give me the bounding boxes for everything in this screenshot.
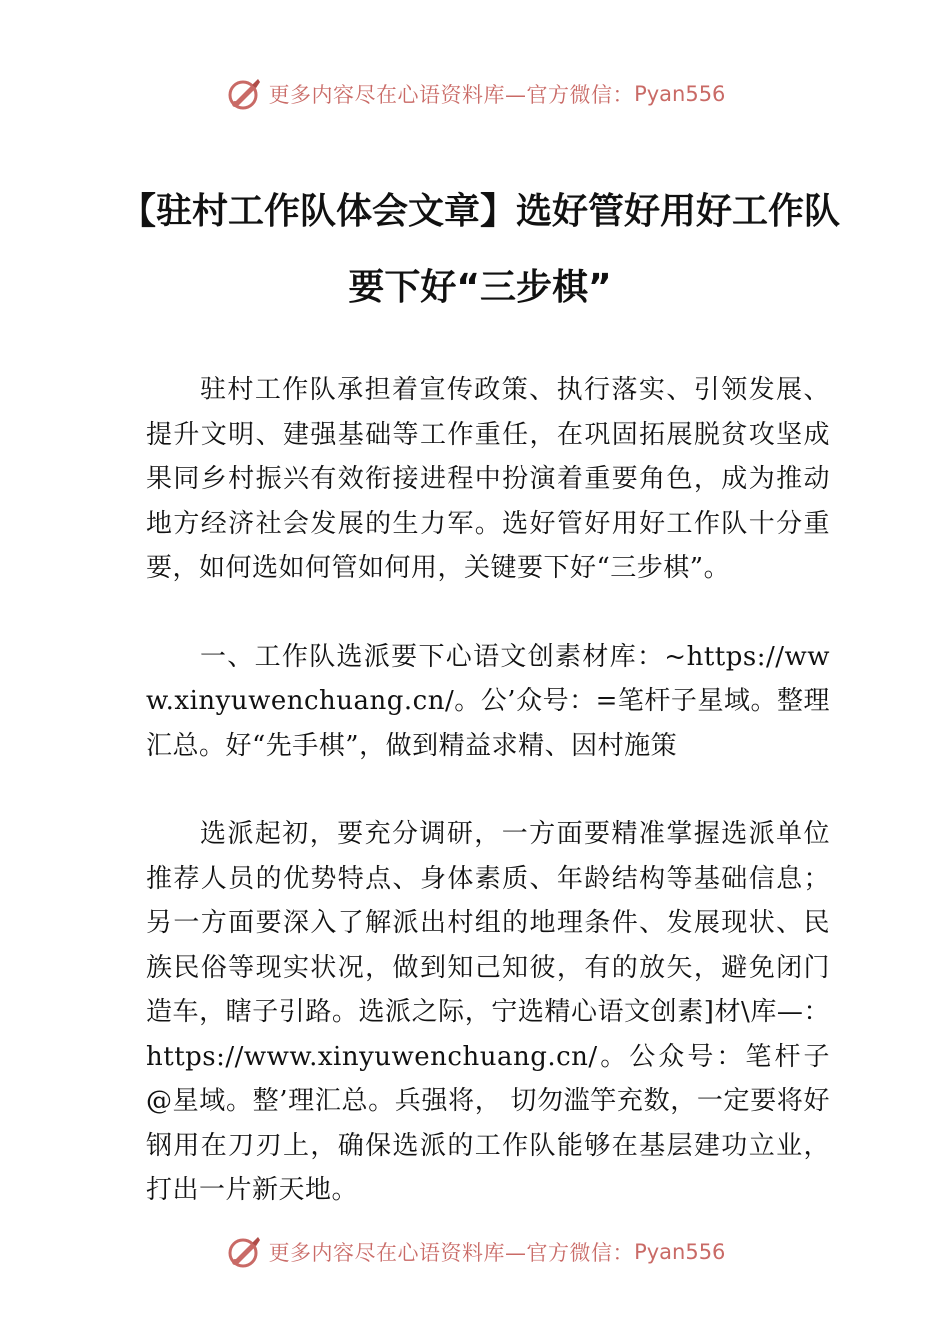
header-banner-text: 更多内容尽在心语资料库—官方微信： <box>268 83 635 107</box>
document-title: 【驻村工作队体会文章】选好管好用好工作队要下好“三步棋” <box>120 191 841 309</box>
paragraph-intro: 驻村工作队承担着宣传政策、执行落实、引领发展、提升文明、建强基础等工作重任，在巩固拓展脱贫攻坚成果同乡村振兴有效衔接进程中扮演着重要角色，成为推动地方经济社会发展的生力军。选好管好用好工作队十分重要，如何选如何管如何用，关键要下好“三步棋”。 <box>146 375 830 583</box>
header-banner <box>0 72 950 116</box>
paragraph-section-one-heading: 一、工作队选派要下心语文创素材库：~https://www.xinyuwenchuang.cn/。公’众号：=笔杆子星域。整理汇总。好“先手棋”，做到精益求精、因村施策 <box>146 641 830 761</box>
footer-wechat-id: Pyan556 <box>634 1240 726 1264</box>
brush-pen-seal-icon <box>225 1234 261 1270</box>
document-body <box>146 368 830 1213</box>
footer-banner-text: 更多内容尽在心语资料库—官方微信： <box>268 1241 635 1265</box>
header-wechat-id: Pyan556 <box>634 82 726 106</box>
footer-banner <box>0 1230 950 1274</box>
paragraph-selection: 选派起初，要充分调研，一方面要精准掌握选派单位推荐人员的优势特点、身体素质、年龄结构等基础信息；另一方面要深入了解派出村组的地理条件、发展现状、民族民俗等现实状况，做到知己知彼，有的放矢，避免闭门造车，瞎子引路。选派之际，宁选精心语文创素]材\库—：https://www.xinyuwenchuang.cn/。公众号：笔杆子@星域。整’理汇总。兵强将， 切勿滥竽充数，一定要将好钢用在刀刃上，确保选派的工作队能够在基层建功立业，打出一片新天地。 <box>146 819 830 1205</box>
brush-pen-seal-icon <box>225 76 261 112</box>
